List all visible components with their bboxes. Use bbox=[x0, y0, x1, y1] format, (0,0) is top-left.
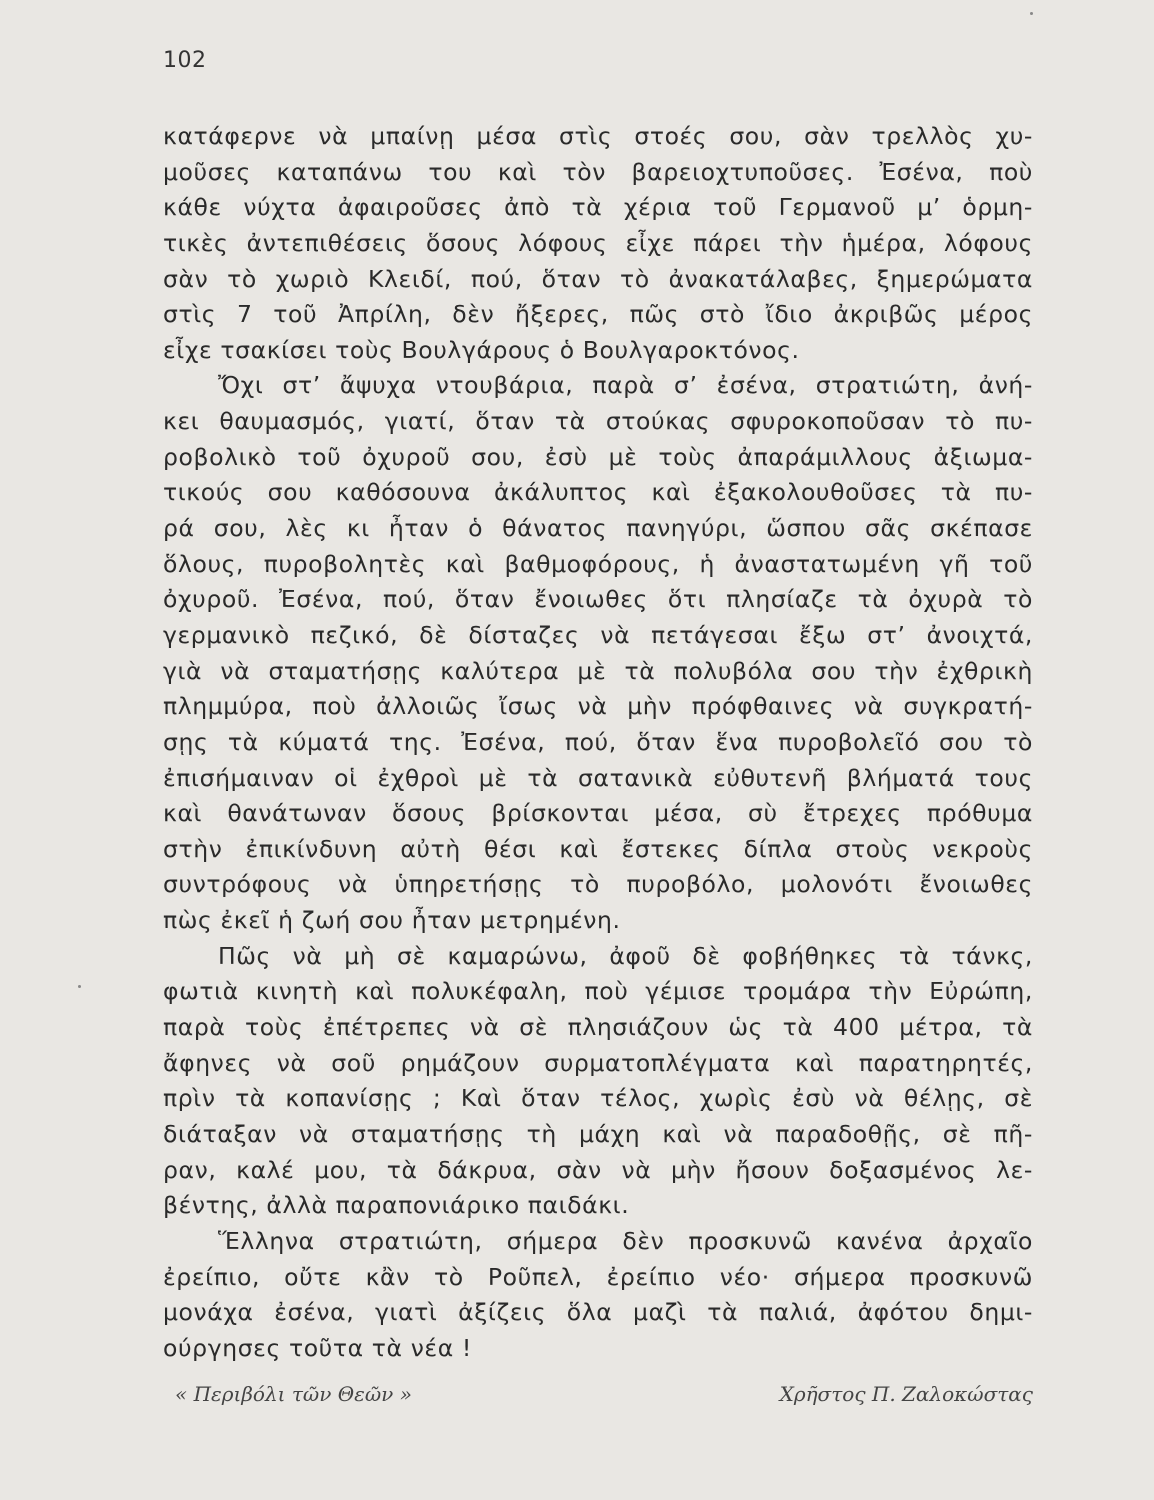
text-line: φωτιὰ κινητὴ καὶ πολυκέφαλη, ποὺ γέμισε τρομάρα τὴν Εὐρώπη, bbox=[163, 977, 1033, 1006]
text-line: στὶς 7 τοῦ Ἀπρίλη, δὲν ἤξερες, πῶς στὸ ἴδιο ἀκριβῶς μέρος bbox=[163, 300, 1033, 329]
text-line: τικούς σου καθόσουνα ἀκάλυπτος καὶ ἐξακολουθοῦσες τὰ πυ- bbox=[163, 478, 1033, 507]
text-line: κει θαυμασμός, γιατί, ὅταν τὰ στούκας σφυροκοποῦσαν τὸ πυ- bbox=[163, 407, 1033, 436]
text-line: ἐπισήμαιναν οἱ ἐχθροὶ μὲ τὰ σατανικὰ εὐθυτενῆ βλήματά τους bbox=[163, 763, 1033, 792]
source-citation: « Περιβόλι τῶν Θεῶν » bbox=[175, 1382, 412, 1406]
text-line: στὴν ἐπικίνδυνη αὐτὴ θέσι καὶ ἔστεκες δίπλα στοὺς νεκροὺς bbox=[163, 834, 1033, 863]
text-line: ὀχυροῦ. Ἐσένα, πού, ὅταν ἔνοιωθες ὅτι πλησίαζε τὰ ὀχυρὰ τὸ bbox=[163, 585, 1033, 614]
text-line: καὶ θανάτωναν ὅσους βρίσκονται μέσα, σὺ ἔτρεχες πρόθυμα bbox=[163, 799, 1033, 828]
text-line: πρὶν τὰ κοπανίσῃς ; Καὶ ὅταν τέλος, χωρὶς ἐσὺ νὰ θέλῃς, σὲ bbox=[163, 1084, 1033, 1113]
text-line: ούργησες τοῦτα τὰ νέα ! bbox=[163, 1333, 472, 1362]
text-line: βέντης, ἀλλὰ παραπονιάρικο παιδάκι. bbox=[163, 1191, 630, 1220]
text-line: σῃς τὰ κύματά της. Ἐσένα, πού, ὅταν ἕνα πυροβολεῖό σου τὸ bbox=[163, 727, 1033, 756]
text-line: κατάφερνε νὰ μπαίνῃ μέσα στὶς στοές σου, σὰν τρελλὸς χυ- bbox=[163, 122, 1033, 150]
paper-speck bbox=[78, 985, 81, 988]
text-line: ρά σου, λὲς κι ἦταν ὁ θάνατος πανηγύρι, ὥσπου σᾶς σκέπασε bbox=[163, 514, 1033, 543]
text-line: ἄφηνες νὰ σοῦ ρημάζουν συρματοπλέγματα καὶ παρατηρητές, bbox=[163, 1048, 1033, 1077]
text-line: συντρόφους νὰ ὑπηρετήσῃς τὸ πυροβόλο, μολονότι ἔνοιωθες bbox=[163, 870, 1033, 899]
text-line: Πῶς νὰ μὴ σὲ καμαρώνω, ἀφοῦ δὲ φοβήθηκες τὰ τάνκς, bbox=[218, 941, 1033, 970]
page-number: 102 bbox=[163, 48, 207, 73]
text-line: ὅλους, πυροβολητὲς καὶ βαθμοφόρους, ἡ ἀναστατωμένη γῆ τοῦ bbox=[163, 549, 1033, 578]
text-line: ἐρείπιο, οὔτε κἂν τὸ Ροῦπελ, ἐρείπιο νέο· σήμερα προσκυνῶ bbox=[163, 1262, 1033, 1291]
text-line: διάταξαν νὰ σταματήσῃς τὴ μάχη καὶ νὰ παραδοθῇς, σὲ πῆ- bbox=[163, 1119, 1033, 1148]
text-line: γερμανικὸ πεζικό, δὲ δίσταζες νὰ πετάγεσαι ἔξω στ’ ἀνοιχτά, bbox=[163, 620, 1033, 649]
text-line: μονάχα ἐσένα, γιατὶ ἀξίζεις ὅλα μαζὶ τὰ παλιά, ἀφότου δημι- bbox=[163, 1298, 1033, 1327]
text-line: μοῦσες καταπάνω του καὶ τὸν βαρειοχτυποῦσες. Ἐσένα, ποὺ bbox=[163, 157, 1033, 186]
text-line: ροβολικὸ τοῦ ὀχυροῦ σου, ἐσὺ μὲ τοὺς ἀπαράμιλλους ἀξιωμα- bbox=[163, 442, 1033, 471]
page-footer bbox=[163, 1382, 1033, 1412]
text-line: τικὲς ἀντεπιθέσεις ὅσους λόφους εἶχε πάρει τὴν ἡμέρα, λόφους bbox=[163, 228, 1033, 257]
body-text bbox=[163, 119, 1033, 1366]
text-line: πλημμύρα, ποὺ ἀλλοιῶς ἴσως νὰ μὴν πρόφθαινες νὰ συγκρατή- bbox=[163, 692, 1033, 721]
text-line: ραν, καλέ μου, τὰ δάκρυα, σὰν νὰ μὴν ἤσουν δοξασμένος λε- bbox=[163, 1155, 1033, 1184]
text-line: εἶχε τσακίσει τοὺς Βουλγάρους ὁ Βουλγαροκτόνος. bbox=[163, 335, 800, 364]
text-line: Ἕλληνα στρατιώτη, σήμερα δὲν προσκυνῶ κανένα ἀρχαῖο bbox=[218, 1226, 1033, 1255]
paper-speck bbox=[1030, 12, 1033, 15]
text-line: πὼς ἐκεῖ ἡ ζωή σου ἦταν μετρημένη. bbox=[163, 906, 621, 935]
text-line: Ὄχι στ’ ἄψυχα ντουβάρια, παρὰ σ’ ἐσένα, στρατιώτη, ἀνή- bbox=[218, 371, 1033, 400]
text-line: γιὰ νὰ σταματήσῃς καλύτερα μὲ τὰ πολυβόλα σου τὴν ἐχθρικὴ bbox=[163, 656, 1033, 685]
text-line: παρὰ τοὺς ἐπέτρεπες νὰ σὲ πλησιάζουν ὡς τὰ 400 μέτρα, τὰ bbox=[163, 1013, 1033, 1042]
text-line: κάθε νύχτα ἀφαιροῦσες ἀπὸ τὰ χέρια τοῦ Γερμανοῦ μ’ ὁρμη- bbox=[163, 193, 1033, 222]
author-name: Χρῆστος Π. Ζαλοκώστας bbox=[779, 1382, 1033, 1406]
text-line: σὰν τὸ χωριὸ Κλειδί, πού, ὅταν τὸ ἀνακατάλαβες, ξημερώματα bbox=[163, 264, 1033, 293]
